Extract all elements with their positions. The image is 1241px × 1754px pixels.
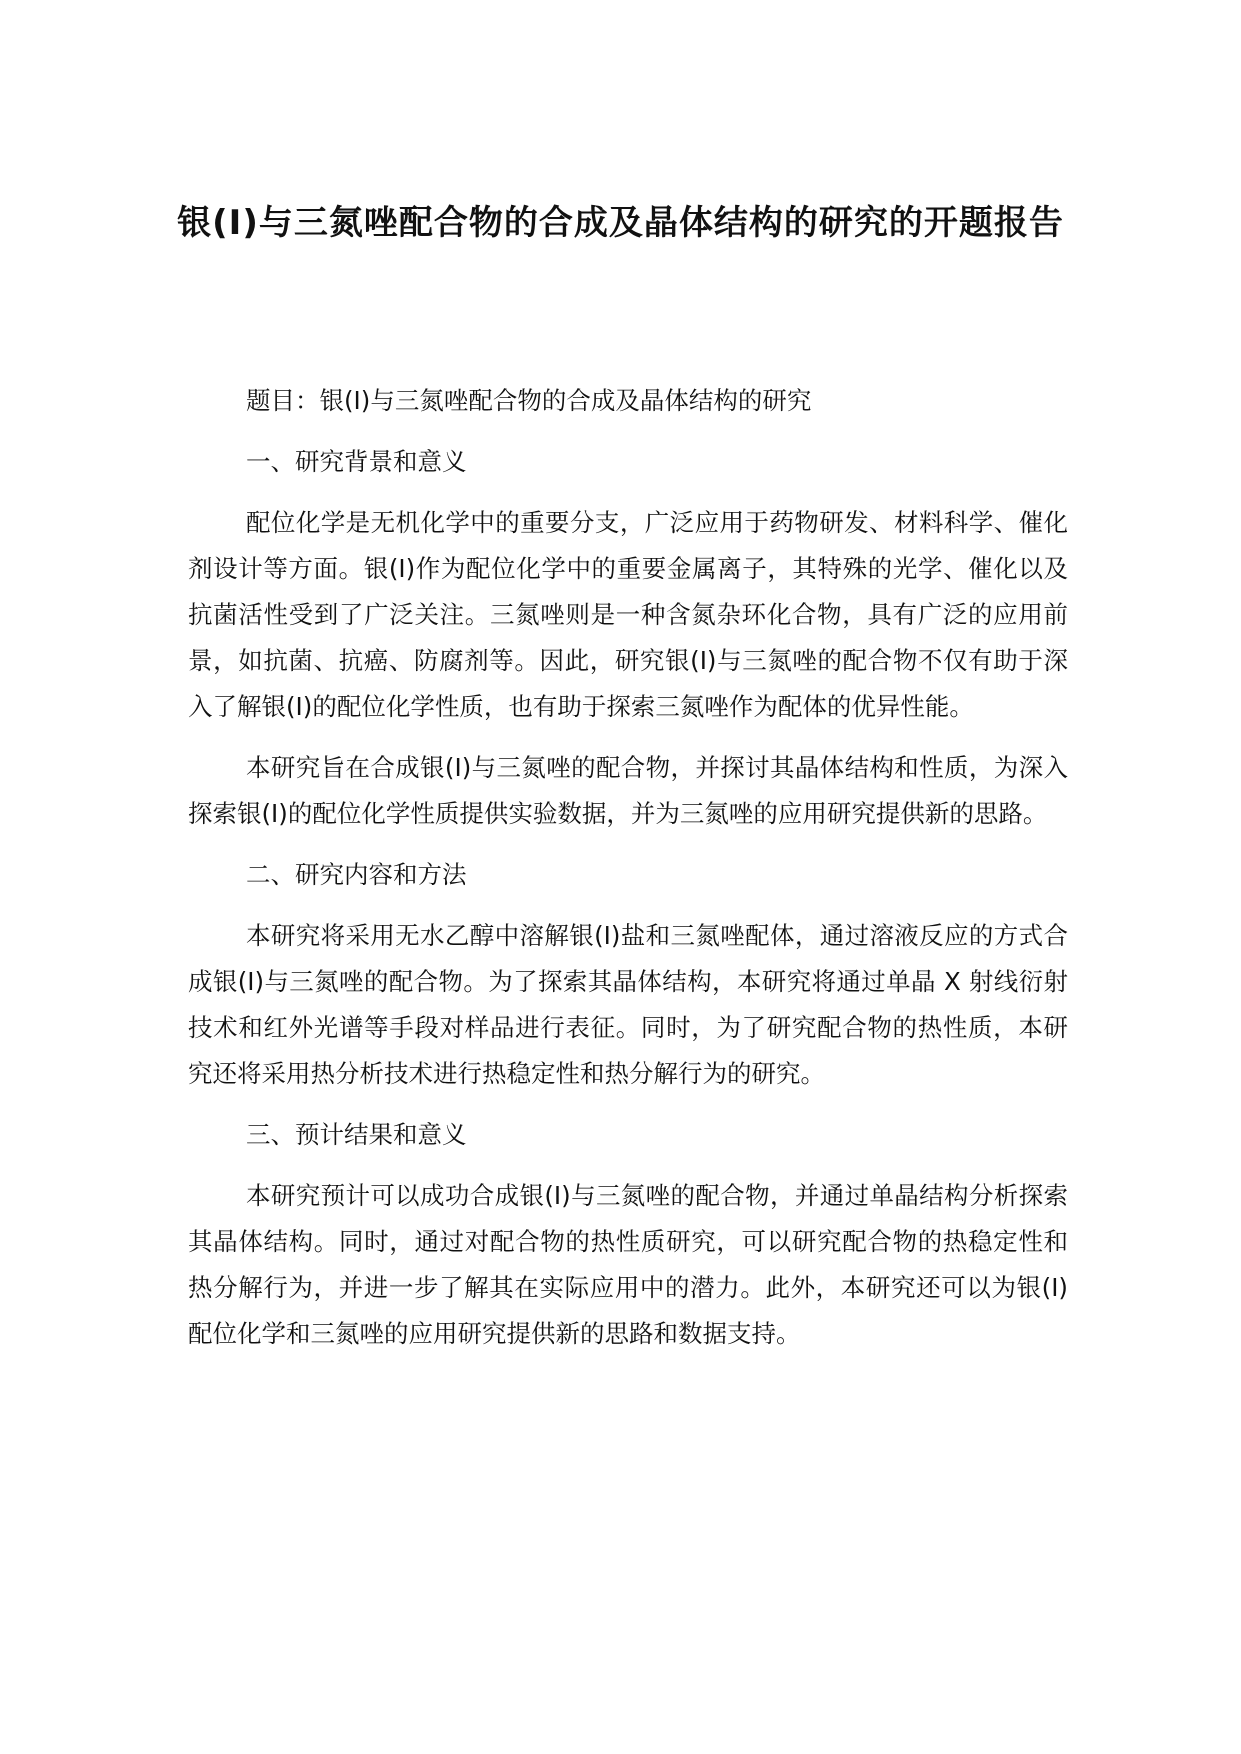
- subject-line: 题目：银(I)与三氮唑配合物的合成及晶体结构的研究: [246, 386, 812, 415]
- paragraph-results-1: 本研究预计可以成功合成银(I)与三氮唑的配合物，并通过单晶结构分析探索其晶体结构。同时，通过对配合物的热性质研究，可以研究配合物的热稳定性和热分解行为，并进一步了解其在实际应用中的潜力。此外，本研究还可以为银(I)配位化学和三氮唑的应用研究提供新的思路和数据支持。: [188, 1181, 1068, 1348]
- section-heading-background: 一、研究背景和意义: [246, 447, 467, 476]
- document-body: [188, 378, 1068, 1372]
- paragraph-background-1: 配位化学是无机化学中的重要分支，广泛应用于药物研发、材料科学、催化剂设计等方面。银(I)作为配位化学中的重要金属离子，其特殊的光学、催化以及抗菌活性受到了广泛关注。三氮唑则是一种含氮杂环化合物，具有广泛的应用前景，如抗菌、抗癌、防腐剂等。因此，研究银(I)与三氮唑的配合物不仅有助于深入了解银(I)的配位化学性质，也有助于探索三氮唑作为配体的优异性能。: [188, 508, 1068, 721]
- paragraph-background-2: 本研究旨在合成银(I)与三氮唑的配合物，并探讨其晶体结构和性质，为深入探索银(I)的配位化学性质提供实验数据，并为三氮唑的应用研究提供新的思路。: [188, 753, 1068, 828]
- section-heading-results: 三、预计结果和意义: [246, 1120, 467, 1149]
- section-heading-methods: 二、研究内容和方法: [246, 860, 467, 889]
- document-title: 银(I)与三氮唑配合物的合成及晶体结构的研究的开题报告: [177, 203, 1064, 243]
- paragraph-methods-1: 本研究将采用无水乙醇中溶解银(I)盐和三氮唑配体，通过溶液反应的方式合成银(I)与三氮唑的配合物。为了探索其晶体结构，本研究将通过单晶 X 射线衍射技术和红外光谱等手段对样品进行表征。同时，为了研究配合物的热性质，本研究还将采用热分析技术进行热稳定性和热分解行为的研究。: [188, 921, 1068, 1088]
